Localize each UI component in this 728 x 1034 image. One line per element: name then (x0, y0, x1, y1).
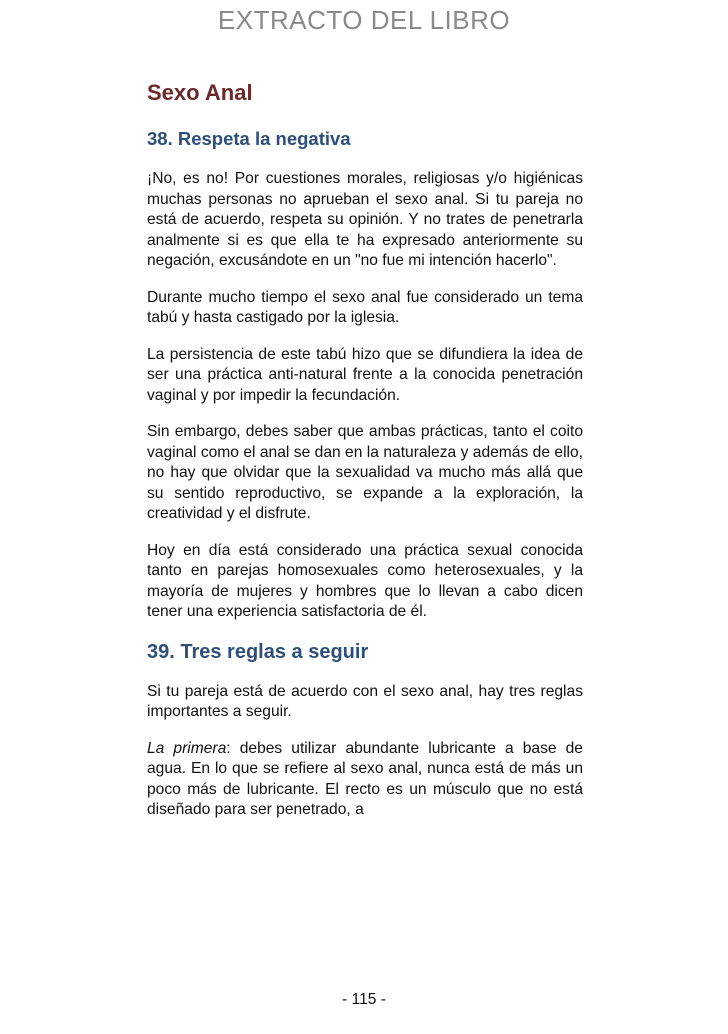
page-content (147, 78, 583, 837)
page-number: - 115 - (342, 991, 386, 1008)
paragraph: ¡No, es no! Por cuestiones morales, religiosas y/o higiénicas muchas personas no aprueban el sexo anal. Si tu pareja no está de acuerdo, respeta su opinión. Y no trates de penetrarla analmente si es que ella te ha expresado anteriormente su negación, excusándote en un "no fue mi intención hacerlo". (147, 170, 583, 269)
page-header: EXTRACTO DEL LIBRO (217, 5, 511, 35)
section-title-38: 38. Respeta la negativa (147, 128, 351, 149)
paragraph: Sin embargo, debes saber que ambas prácticas, tanto el coito vaginal como el anal se dan en la naturaleza y además de ello, no hay que olvidar que la sexualidad va mucho más allá que su sentido reproductivo, se expande a la exploración, la creatividad y el disfrute. (147, 423, 583, 522)
section-title-39: 39. Tres reglas a seguir (147, 640, 369, 663)
paragraph: Si tu pareja está de acuerdo con el sexo anal, hay tres reglas importantes a seguir. (147, 682, 583, 720)
chapter-title: Sexo Anal (147, 80, 253, 105)
rule-one-text: : debes utilizar abundante lubricante a base de agua. En lo que se refiere al sexo anal, nunca está de más un poco más de lubricante. El recto es un músculo que no está diseñado para ser penetrado, a (147, 739, 583, 818)
paragraph: La persistencia de este tabú hizo que se difundiera la idea de ser una práctica anti-natural frente a la conocida penetración vaginal y por impedir la fecundación. (147, 345, 583, 404)
paragraph: Durante mucho tiempo el sexo anal fue considerado un tema tabú y hasta castigado por la iglesia. (147, 288, 583, 326)
paragraph-rule-one (147, 739, 583, 821)
paragraph: Hoy en día está considerado una práctica sexual conocida tanto en parejas homosexuales como heterosexuales, y la mayoría de mujeres y hombres que lo llevan a cabo dicen tener una experiencia satisfactoria de él. (147, 541, 583, 620)
rule-one-label: La primera (147, 739, 227, 757)
